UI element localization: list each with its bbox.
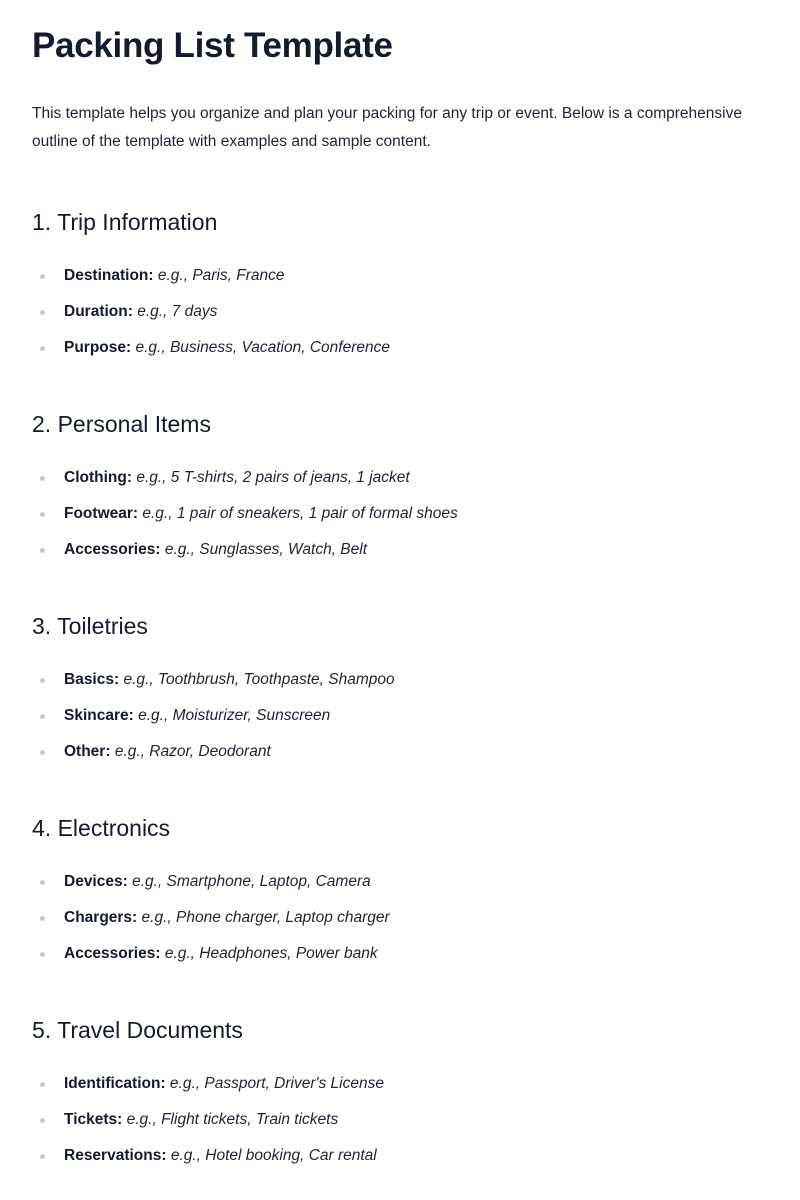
page-title: Packing List Template bbox=[32, 26, 393, 65]
item-example: e.g., Hotel booking, Car rental bbox=[170, 1147, 377, 1164]
bullet-icon bbox=[40, 548, 45, 553]
list-item bbox=[32, 294, 768, 330]
bullet-icon bbox=[40, 1154, 45, 1159]
section-travel-documents bbox=[32, 1014, 768, 1174]
list-item bbox=[32, 936, 768, 972]
item-example: e.g., Business, Vacation, Conference bbox=[135, 339, 390, 356]
bullet-icon bbox=[40, 916, 45, 921]
bullet-icon bbox=[40, 1082, 45, 1087]
item-example: e.g., Headphones, Power bank bbox=[164, 945, 378, 962]
bullet-icon bbox=[40, 346, 45, 351]
section-trip-information bbox=[32, 206, 768, 366]
section-heading: 1. Trip Information bbox=[32, 209, 218, 235]
item-example: e.g., Paris, France bbox=[157, 267, 285, 284]
item-label: Chargers: bbox=[64, 909, 138, 926]
section-heading: 3. Toiletries bbox=[32, 613, 148, 639]
bullet-icon bbox=[40, 310, 45, 315]
item-list bbox=[32, 662, 768, 770]
item-label: Skincare: bbox=[64, 707, 134, 724]
item-example: e.g., 1 pair of sneakers, 1 pair of formal shoes bbox=[142, 505, 458, 522]
item-example: e.g., Razor, Deodorant bbox=[114, 743, 271, 760]
bullet-icon bbox=[40, 750, 45, 755]
item-example: e.g., 5 T-shirts, 2 pairs of jeans, 1 jacket bbox=[136, 469, 410, 486]
item-list bbox=[32, 864, 768, 972]
item-label: Footwear: bbox=[64, 505, 139, 522]
item-example: e.g., Phone charger, Laptop charger bbox=[141, 909, 390, 926]
bullet-icon bbox=[40, 512, 45, 517]
list-item bbox=[32, 532, 768, 568]
item-list bbox=[32, 258, 768, 366]
item-example: e.g., Toothbrush, Toothpaste, Shampoo bbox=[123, 671, 395, 688]
list-item bbox=[32, 496, 768, 532]
section-heading: 4. Electronics bbox=[32, 815, 171, 841]
item-label: Devices: bbox=[64, 873, 128, 890]
item-label: Accessories: bbox=[64, 945, 161, 962]
item-label: Destination: bbox=[64, 267, 154, 284]
list-item bbox=[32, 330, 768, 366]
item-list bbox=[32, 460, 768, 568]
list-item bbox=[32, 698, 768, 734]
bullet-icon bbox=[40, 952, 45, 957]
bullet-icon bbox=[40, 678, 45, 683]
list-item bbox=[32, 1138, 768, 1174]
section-electronics bbox=[32, 812, 768, 972]
item-label: Other: bbox=[64, 743, 111, 760]
list-item bbox=[32, 258, 768, 294]
item-example: e.g., 7 days bbox=[137, 303, 218, 320]
section-toiletries bbox=[32, 610, 768, 770]
bullet-icon bbox=[40, 880, 45, 885]
item-example: e.g., Moisturizer, Sunscreen bbox=[138, 707, 331, 724]
item-example: e.g., Passport, Driver's License bbox=[169, 1075, 384, 1092]
bullet-icon bbox=[40, 1118, 45, 1123]
item-label: Clothing: bbox=[64, 469, 133, 486]
item-list bbox=[32, 1066, 768, 1174]
list-item bbox=[32, 1066, 768, 1102]
bullet-icon bbox=[40, 714, 45, 719]
list-item bbox=[32, 734, 768, 770]
bullet-icon bbox=[40, 476, 45, 481]
item-example: e.g., Sunglasses, Watch, Belt bbox=[164, 541, 368, 558]
section-heading: 2. Personal Items bbox=[32, 411, 211, 437]
item-label: Accessories: bbox=[64, 541, 161, 558]
item-label: Reservations: bbox=[64, 1147, 167, 1164]
item-label: Duration: bbox=[64, 303, 133, 320]
list-item bbox=[32, 864, 768, 900]
list-item bbox=[32, 460, 768, 496]
section-heading: 5. Travel Documents bbox=[32, 1017, 243, 1043]
item-label: Basics: bbox=[64, 671, 120, 688]
bullet-icon bbox=[40, 274, 45, 279]
item-label: Identification: bbox=[64, 1075, 166, 1092]
item-example: e.g., Flight tickets, Train tickets bbox=[126, 1111, 339, 1128]
intro-paragraph: This template helps you organize and plan your packing for any trip or event. Below is a comprehensive outline of the template with examples and sample content. bbox=[32, 105, 742, 150]
section-personal-items bbox=[32, 408, 768, 568]
list-item bbox=[32, 900, 768, 936]
item-label: Tickets: bbox=[64, 1111, 123, 1128]
list-item bbox=[32, 662, 768, 698]
item-label: Purpose: bbox=[64, 339, 132, 356]
list-item bbox=[32, 1102, 768, 1138]
item-example: e.g., Smartphone, Laptop, Camera bbox=[132, 873, 371, 890]
